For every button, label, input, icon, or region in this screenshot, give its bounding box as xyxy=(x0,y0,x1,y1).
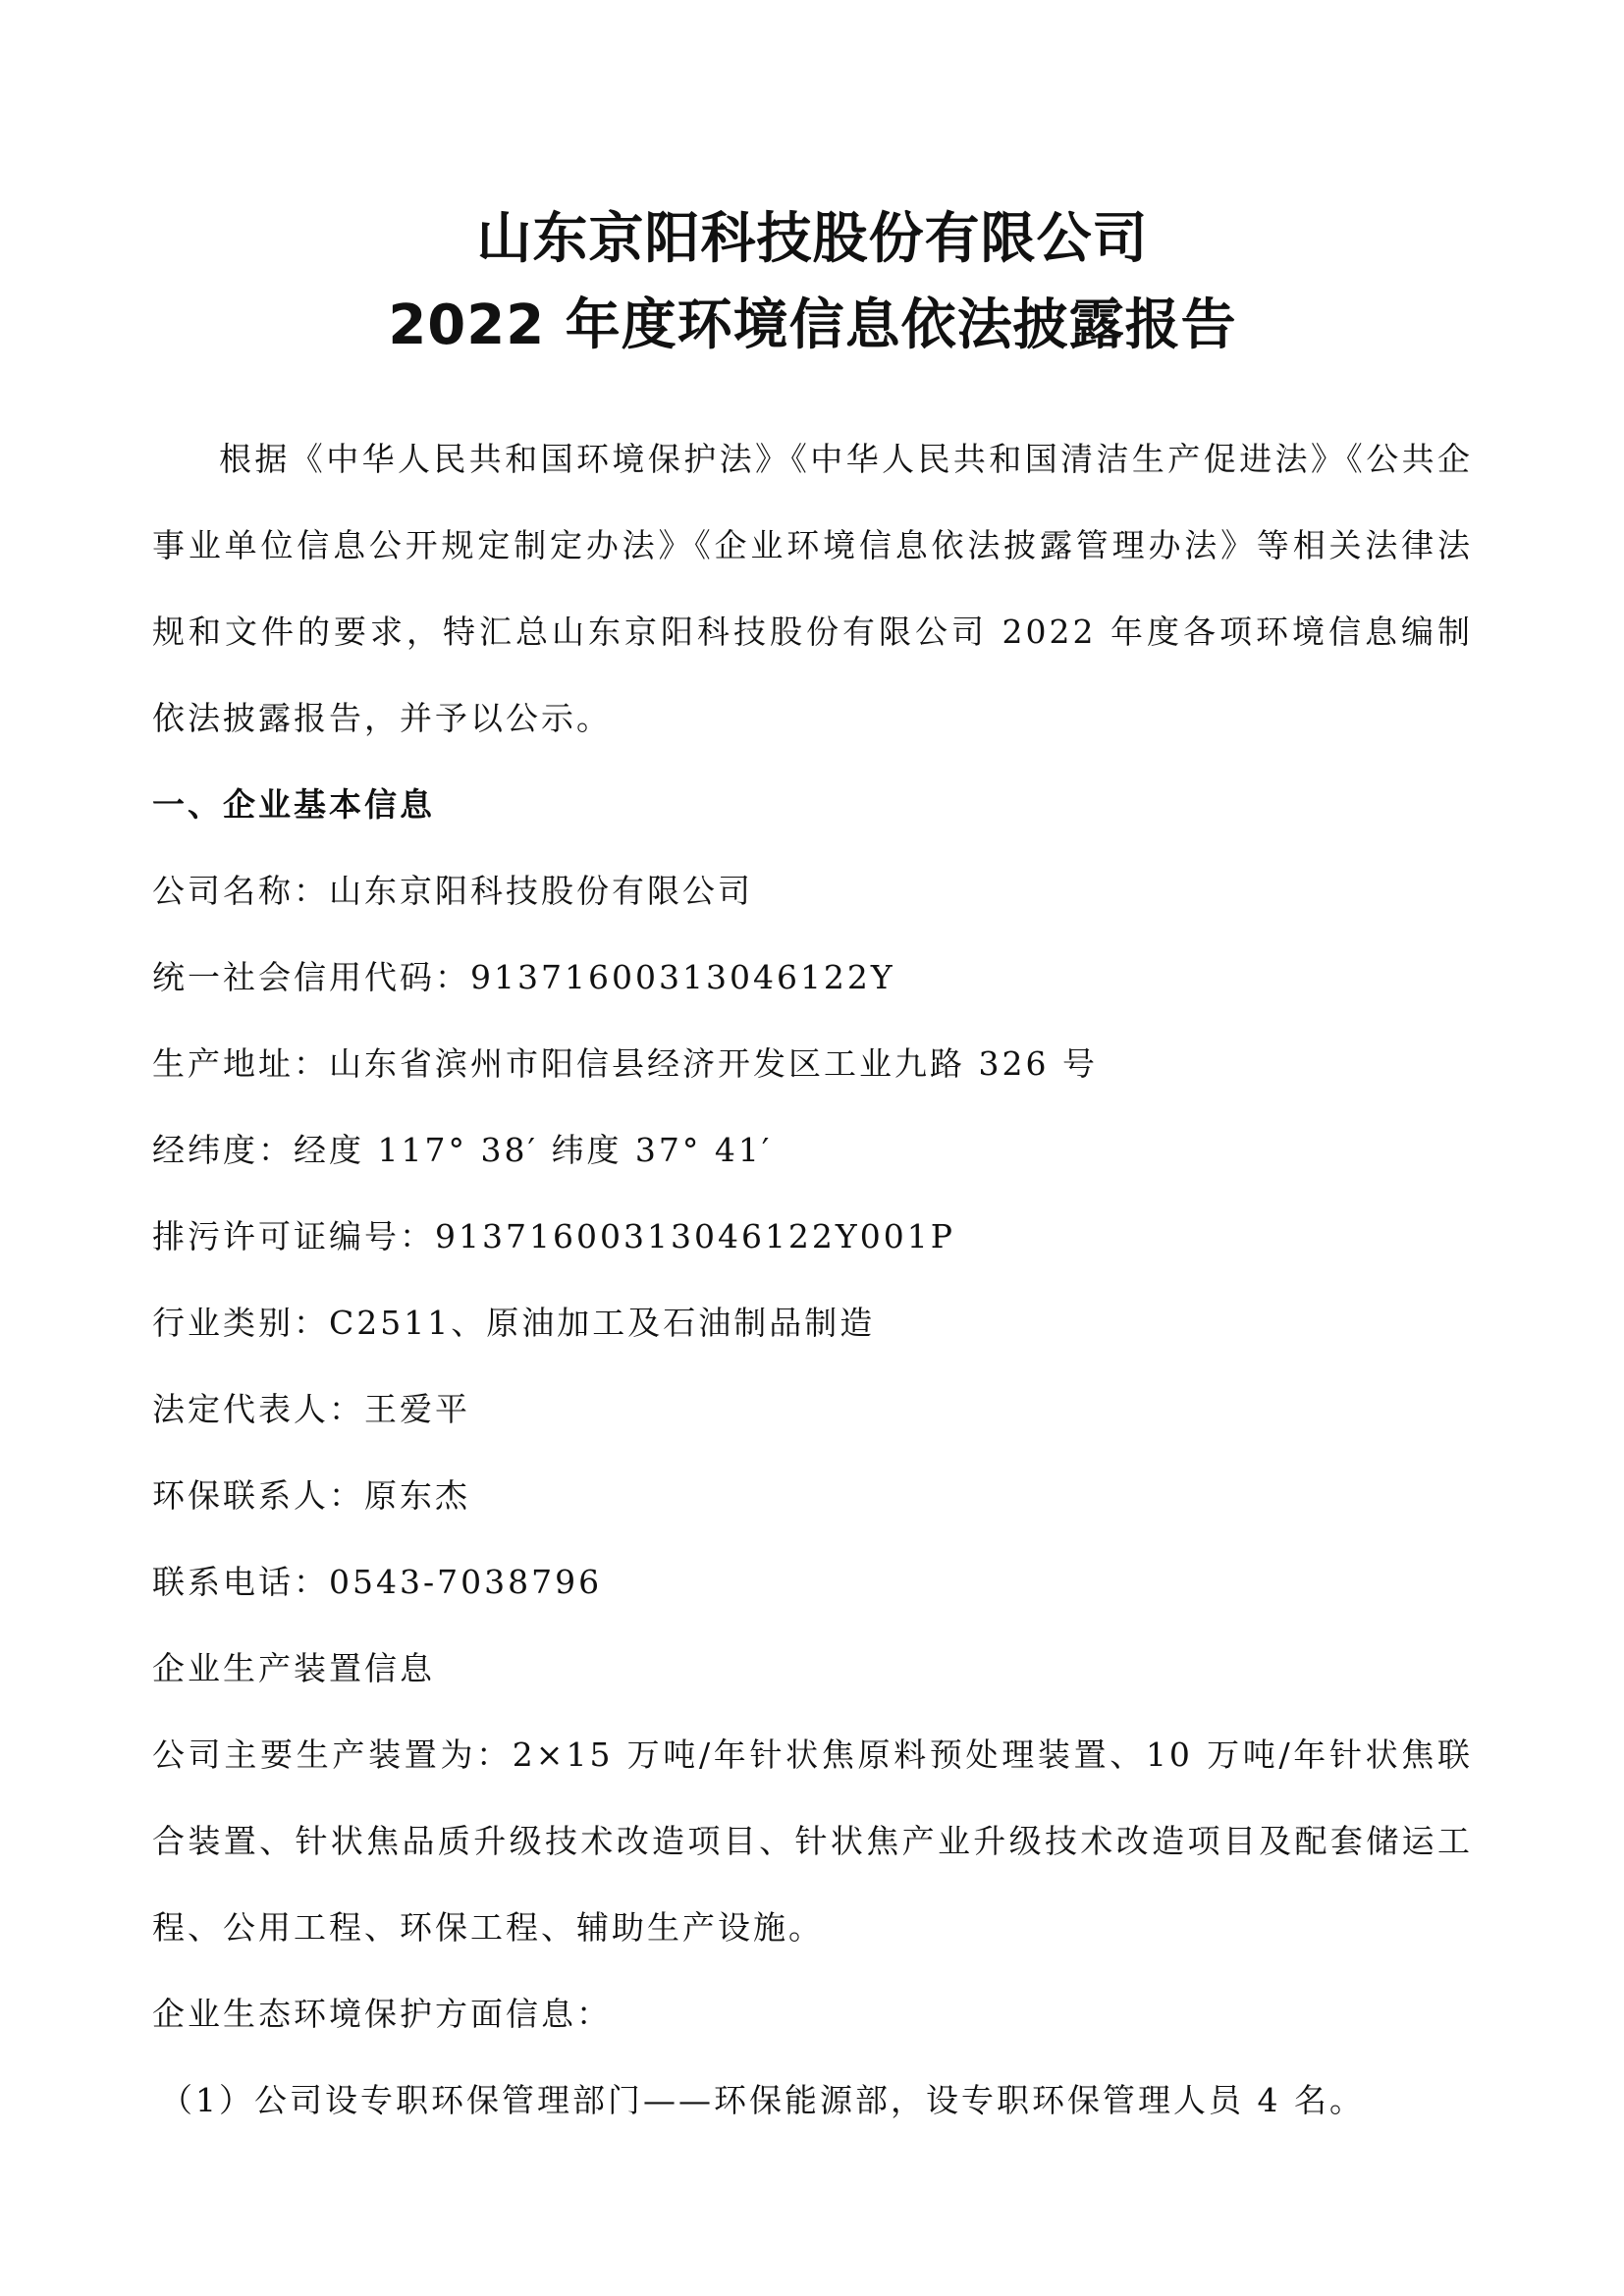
title-line-2: 2022 年度环境信息依法披露报告 xyxy=(388,294,1237,357)
eco-item-1: （1）公司设专职环保管理部门——环保能源部，设专职环保管理人员 4 名。 xyxy=(160,2081,1365,2119)
intro-paragraph: 根据《中华人民共和国环境保护法》《中华人民共和国清洁生产促进法》《公共企事业单位信息公开规定制定办法》《企业环境信息依法披露管理办法》等相关法律法规和文件的要求，特汇总山东京阳科技股份有限公司 2022 年度各项环境信息编制依法披露报告，并予以公示。 xyxy=(152,440,1473,737)
eco-info-heading: 企业生态环境保护方面信息： xyxy=(152,1995,612,2033)
device-info-paragraph: 公司主要生产装置为：2×15 万吨/年针状焦原料预处理装置、10 万吨/年针状焦联合装置、针状焦品质升级技术改造项目、针状焦产业升级技术改造项目及配套储运工程、公用工程、环保工程、辅助生产设施。 xyxy=(152,1735,1473,1947)
address-line: 生产地址：山东省滨州市阳信县经济开发区工业九路 326 号 xyxy=(152,1044,1098,1083)
document-page xyxy=(152,196,1473,2144)
permit-number-line: 排污许可证编号：91371600313046122Y001P xyxy=(152,1217,955,1255)
title-block xyxy=(152,196,1473,369)
phone-line: 联系电话：0543-7038796 xyxy=(152,1563,603,1601)
company-name-line: 公司名称：山东京阳科技股份有限公司 xyxy=(152,872,753,910)
env-contact-line: 环保联系人：原东杰 xyxy=(152,1476,470,1515)
title-line-1: 山东京阳科技股份有限公司 xyxy=(476,207,1149,271)
coordinates-line: 经纬度：经度 117° 38′ 纬度 37° 41′ xyxy=(152,1131,773,1169)
credit-code-line: 统一社会信用代码：91371600313046122Y xyxy=(152,958,895,996)
device-info-heading: 企业生产装置信息 xyxy=(152,1649,435,1687)
section-heading-basic-info: 一、企业基本信息 xyxy=(152,785,435,824)
industry-line: 行业类别：C2511、原油加工及石油制品制造 xyxy=(152,1304,876,1342)
legal-representative-line: 法定代表人：王爱平 xyxy=(152,1390,470,1428)
